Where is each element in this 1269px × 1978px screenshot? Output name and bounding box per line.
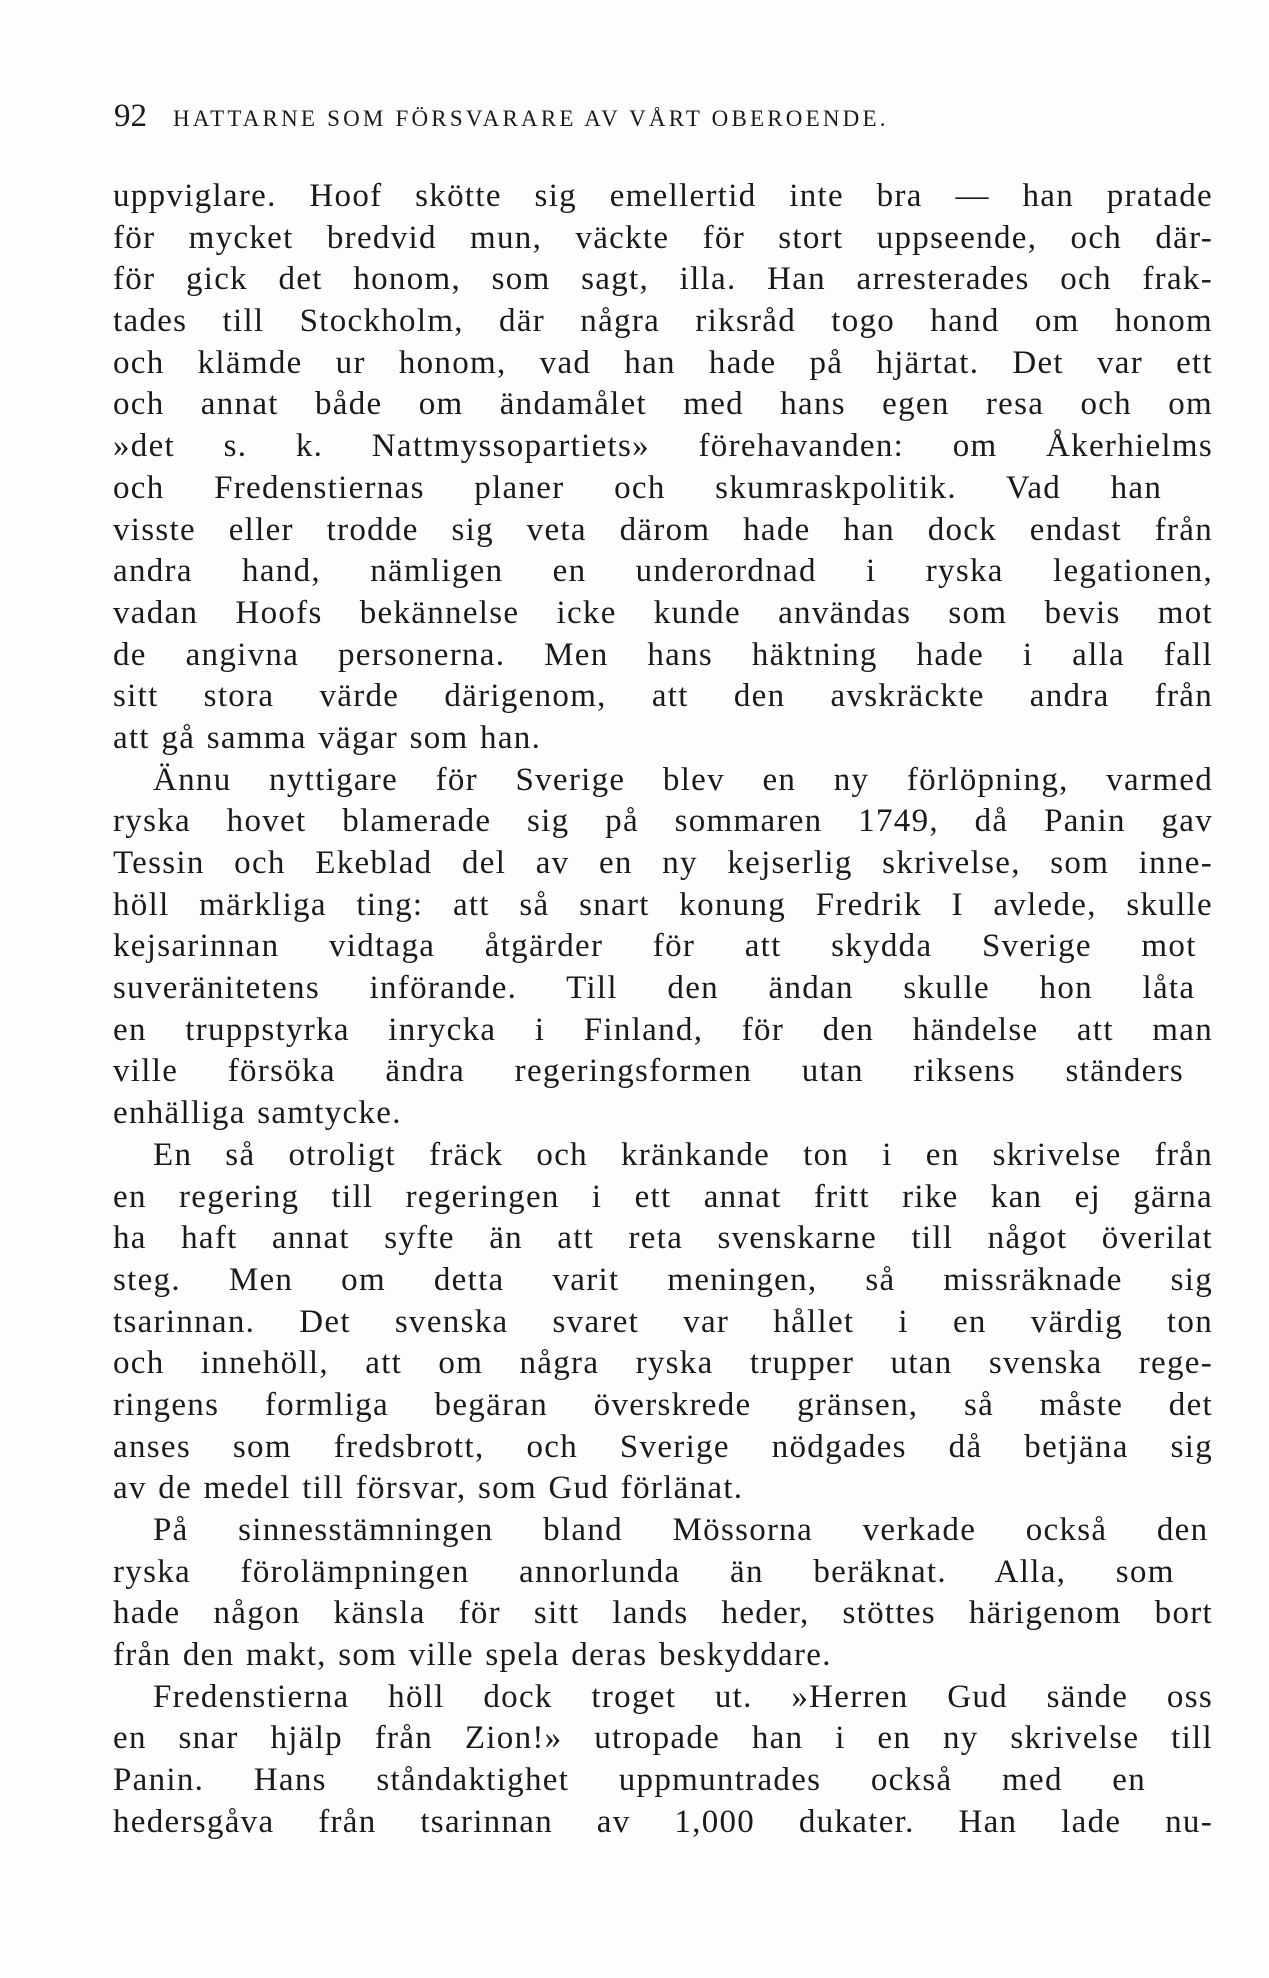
text-line: En så otroligt fräck och kränkande ton i en skrivelse från bbox=[153, 1136, 1213, 1173]
text-line: ryska hovet blamerade sig på sommaren 1749, då Panin gav bbox=[113, 803, 1213, 840]
text-line: tades till Stockholm, där några riksråd togo hand om honom bbox=[113, 303, 1213, 340]
text-line: och Fredenstiernas planer och skumraskpolitik. Vad han bbox=[113, 469, 1163, 506]
text-line: av de medel till försvar, som Gud förlänat. bbox=[113, 1470, 744, 1507]
text-line: vadan Hoofs bekännelse icke kunde användas som bevis mot bbox=[113, 594, 1213, 631]
text-line: för gick det honom, som sagt, illa. Han arresterades och frak- bbox=[113, 261, 1213, 298]
text-line: visste eller trodde sig veta därom hade han dock endast från bbox=[113, 511, 1213, 548]
text-line: höll märkliga ting: att så snart konung Fredrik I avlede, skulle bbox=[113, 886, 1213, 923]
text-line: en truppstyrka inrycka i Finland, för den händelse att man bbox=[113, 1011, 1213, 1048]
text-line: På sinnesstämningen bland Mössorna verkade också den bbox=[153, 1512, 1209, 1548]
text-line: från den makt, som ville spela deras beskyddare. bbox=[113, 1637, 832, 1674]
page-header bbox=[114, 98, 1124, 138]
text-line: Fredenstierna höll dock troget ut. »Herren Gud sände oss bbox=[153, 1678, 1213, 1715]
text-line: Ännu nyttigare för Sverige blev en ny förlöpning, varmed bbox=[153, 761, 1213, 798]
text-line: kejsarinnan vidtaga åtgärder för att skydda Sverige mot bbox=[113, 928, 1197, 965]
body-text bbox=[113, 176, 1213, 1844]
text-line: Panin. Hans ståndaktighet uppmuntrades också med en bbox=[113, 1762, 1147, 1799]
text-line: tsarinnan. Det svenska svaret var hållet i en värdig ton bbox=[113, 1303, 1213, 1340]
text-line: de angivna personerna. Men hans häktning hade i alla fall bbox=[113, 636, 1213, 673]
text-line: ryska förolämpningen annorlunda än beräknat. Alla, som bbox=[113, 1553, 1175, 1590]
text-line: en snar hjälp från Zion!» utropade han i en ny skrivelse till bbox=[113, 1720, 1213, 1757]
text-line: enhälliga samtycke. bbox=[113, 1095, 402, 1132]
text-line: och innehöll, att om några ryska trupper utan svenska rege- bbox=[113, 1345, 1213, 1382]
text-line: för mycket bredvid mun, väckte för stort uppseende, och där- bbox=[113, 219, 1213, 256]
text-line: suveränitetens införande. Till den ändan skulle hon låta bbox=[113, 970, 1196, 1007]
text-line: sitt stora värde därigenom, att den avskräckte andra från bbox=[113, 678, 1213, 715]
text-line: hade någon känsla för sitt lands heder, stöttes härigenom bort bbox=[113, 1595, 1213, 1632]
text-line: Tessin och Ekeblad del av en ny kejserlig skrivelse, som inne- bbox=[113, 845, 1213, 881]
text-line: ville försöka ändra regeringsformen utan riksens ständers bbox=[113, 1053, 1185, 1090]
text-line: »det s. k. Nattmyssopartiets» förehavanden: om Åkerhielms bbox=[113, 428, 1213, 465]
text-line: steg. Men om detta varit meningen, så missräknade sig bbox=[113, 1261, 1213, 1298]
text-line: ringens formliga begäran överskrede gränsen, så måste det bbox=[113, 1386, 1213, 1423]
text-line: en regering till regeringen i ett annat fritt rike kan ej gärna bbox=[113, 1178, 1213, 1215]
text-line: och annat både om ändamålet med hans egen resa och om bbox=[113, 386, 1213, 423]
text-line: uppviglare. Hoof skötte sig emellertid inte bra — han pratade bbox=[113, 178, 1213, 214]
text-line: ha haft annat syfte än att reta svenskarne till något överilat bbox=[113, 1220, 1213, 1257]
running-head: HATTARNE SOM FÖRSVARARE AV VÅRT OBEROENDE. bbox=[173, 106, 889, 131]
text-line: att gå samma vägar som han. bbox=[113, 719, 542, 756]
text-line: och klämde ur honom, vad han hade på hjärtat. Det var ett bbox=[113, 344, 1213, 381]
text-line: hedersgåva från tsarinnan av 1,000 dukater. Han lade nu- bbox=[113, 1803, 1213, 1840]
text-line: anses som fredsbrott, och Sverige nödgades då betjäna sig bbox=[113, 1428, 1213, 1465]
page-number: 92 bbox=[114, 98, 147, 134]
text-line: andra hand, nämligen en underordnad i ryska legationen, bbox=[113, 553, 1213, 590]
